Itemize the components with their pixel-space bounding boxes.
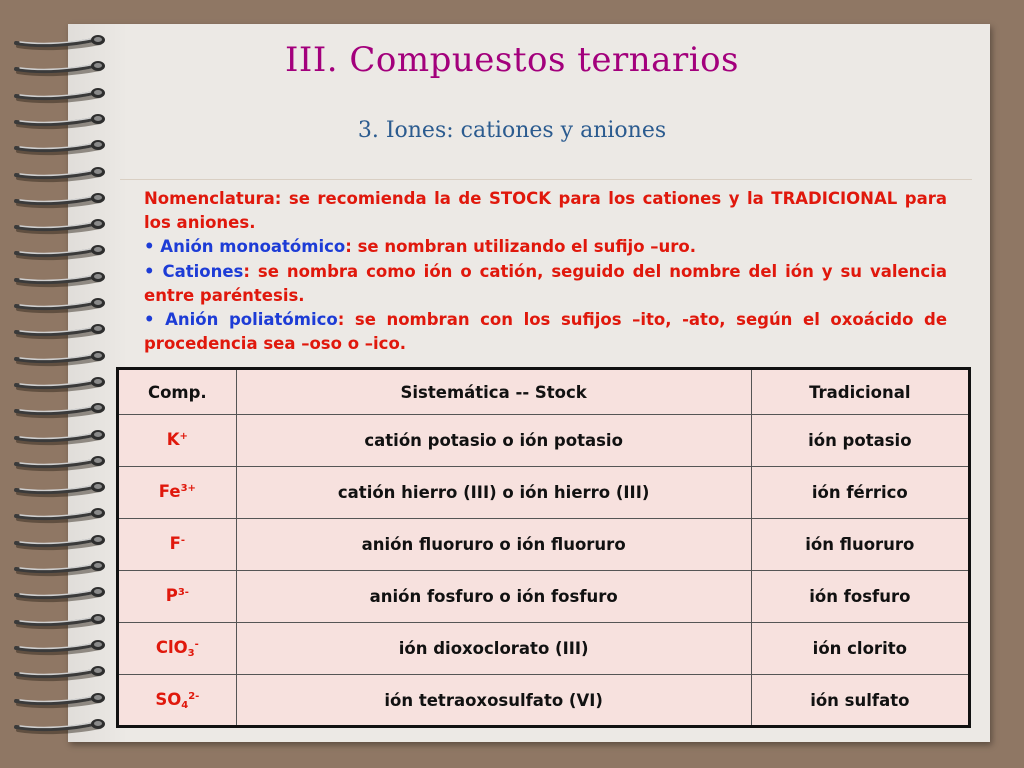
divider	[120, 179, 972, 180]
spiral-ring	[14, 639, 108, 653]
stock-name-cell: catión potasio o ión potasio	[236, 415, 751, 467]
formula-cell	[118, 415, 237, 467]
spiral-ring	[14, 218, 108, 232]
spiral-ring	[14, 560, 108, 574]
traditional-name-cell: ión sulfato	[751, 675, 969, 727]
formula-charge: 3+	[180, 483, 196, 494]
table-row	[118, 675, 970, 727]
bullet-text: : se nombran con los sufijos –ito, -ato, según el oxoácido de procedencia sea –oso o –ico.	[144, 310, 948, 354]
formula-base: K	[166, 430, 180, 449]
formula-base: SO	[155, 689, 182, 709]
formula-base: P	[165, 586, 178, 605]
spiral-ring	[14, 376, 108, 390]
ions-table	[116, 367, 971, 728]
formula-subscript: 3	[187, 648, 195, 659]
table-row	[118, 467, 970, 519]
nomenclature-text	[144, 187, 947, 356]
spiral-ring	[14, 507, 108, 521]
stock-name-cell: ión dioxoclorato (III)	[236, 623, 751, 675]
table-header-row	[118, 369, 970, 415]
spiral-ring	[14, 244, 108, 258]
bullet-text: : se nombra como ión o catión, seguido del nombre del ión y su valencia entre paréntesis.	[144, 261, 948, 305]
bullet-text: : se nombran utilizando el sufijo –uro.	[345, 237, 697, 257]
spiral-ring	[14, 350, 108, 364]
formula-base: Fe	[158, 482, 181, 501]
formula-charge: -	[194, 639, 199, 650]
spiral-ring	[14, 613, 108, 627]
header-traditional: Tradicional	[751, 369, 969, 415]
bullet-lead: Anión monoatómico	[160, 237, 346, 257]
table-row	[118, 415, 970, 467]
formula-charge: +	[179, 431, 188, 442]
traditional-name-cell: ión férrico	[751, 467, 969, 519]
formula-subscript: 4	[181, 699, 189, 711]
stock-name-cell: anión fluoruro o ión fluoruro	[236, 519, 751, 571]
page-subtitle: 3. Iones: cationes y aniones	[357, 118, 667, 143]
spiral-ring	[14, 481, 108, 495]
traditional-name-cell: ión fluoruro	[751, 519, 969, 571]
stock-name-cell: anión fosfuro o ión fosfuro	[236, 571, 751, 623]
traditional-name-cell: ión potasio	[751, 415, 969, 467]
formula-base: F	[169, 534, 181, 553]
intro-paragraph: Nomenclatura: se recomienda la de STOCK para los cationes y la TRADICIONAL para los aniones.	[144, 189, 947, 233]
spiral-ring	[14, 192, 108, 206]
spiral-ring	[14, 429, 108, 443]
spiral-ring	[14, 323, 108, 337]
formula-cell	[118, 571, 237, 623]
header-stock: Sistemática -- Stock	[236, 369, 751, 415]
formula-cell	[118, 519, 237, 571]
spiral-ring	[14, 87, 108, 101]
bullet-mark: •	[144, 310, 155, 330]
table-row	[118, 571, 970, 623]
bullet-mark: •	[144, 261, 155, 281]
bullet-lead: Cationes	[162, 261, 244, 281]
bullet-lead: Anión poliatómico	[165, 310, 338, 330]
stock-name-cell: ión tetraoxosulfato (VI)	[236, 675, 751, 727]
table-row	[118, 623, 970, 675]
traditional-name-cell: ión clorito	[751, 623, 969, 675]
header-comp: Comp.	[118, 369, 237, 415]
spiral-ring	[14, 665, 108, 679]
formula-charge: 3-	[177, 587, 189, 598]
traditional-name-cell: ión fosfuro	[751, 571, 969, 623]
bullet-mark: •	[144, 237, 155, 257]
bullet-item	[144, 308, 947, 356]
spiral-ring	[14, 297, 108, 311]
stock-name-cell: catión hierro (III) o ión hierro (III)	[236, 467, 751, 519]
spiral-ring	[14, 718, 108, 732]
bullet-item	[144, 260, 947, 308]
formula-charge: 2-	[188, 690, 200, 702]
page-title: III. Compuestos ternarios	[284, 40, 739, 80]
formula-cell	[118, 623, 237, 675]
formula-charge: -	[180, 535, 186, 546]
spiral-ring	[14, 271, 108, 285]
formula-cell	[118, 675, 237, 727]
formula-base: ClO	[155, 638, 188, 657]
formula-cell	[118, 467, 237, 519]
bullet-item	[144, 235, 947, 259]
spiral-ring	[14, 534, 108, 548]
spiral-ring	[14, 692, 108, 706]
spiral-ring	[14, 455, 108, 469]
spiral-ring	[14, 402, 108, 416]
spiral-ring	[14, 166, 108, 180]
table-row	[118, 519, 970, 571]
spiral-binding	[0, 0, 120, 768]
spiral-ring	[14, 586, 108, 600]
